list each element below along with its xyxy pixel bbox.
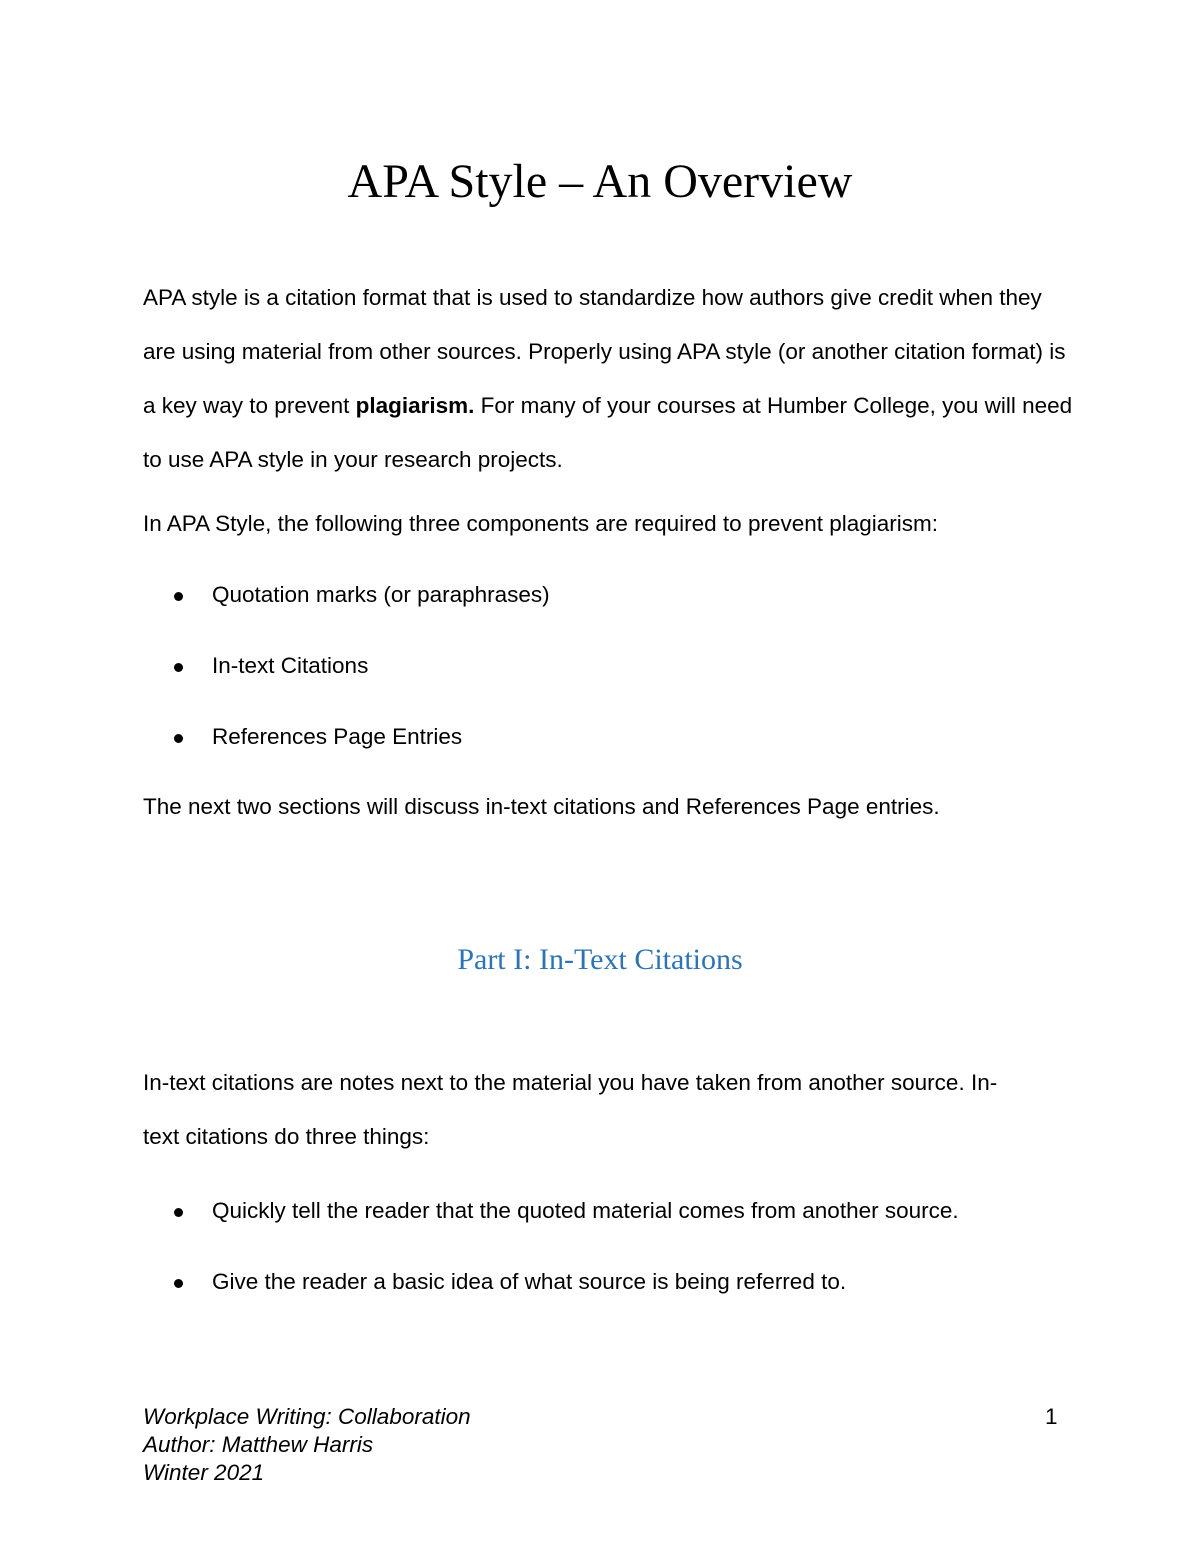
page-footer <box>143 1403 471 1487</box>
components-intro: In APA Style, the following three components are required to prevent plagiarism: <box>143 511 939 536</box>
list-item-text: Give the reader a basic idea of what source is being referred to. <box>212 1269 847 1294</box>
intro-paragraph <box>143 271 1073 487</box>
in-text-intro-line-2: text citations do three things: <box>143 1124 430 1149</box>
in-text-intro-line-1: In-text citations are notes next to the material you have taken from another source. In- <box>143 1070 998 1095</box>
bullet-icon <box>174 734 183 743</box>
next-sections-paragraph: The next two sections will discuss in-text citations and References Page entries. <box>143 794 940 819</box>
intro-bold-term: plagiarism. <box>355 393 475 418</box>
footer-course: Workplace Writing: Collaboration <box>143 1404 471 1429</box>
footer-term: Winter 2021 <box>143 1460 265 1485</box>
list-item-text: In-text Citations <box>212 653 369 678</box>
bullet-icon <box>174 663 183 672</box>
section-heading-part-1: Part I: In-Text Citations <box>457 943 743 976</box>
bullet-icon <box>174 1208 183 1217</box>
list-item-text: References Page Entries <box>212 724 463 749</box>
intro-text-part2: For many of your courses at Humber College, you will need to use APA style in your research projects. <box>143 393 1073 472</box>
page-number: 1 <box>1045 1404 1058 1429</box>
footer-author: Author: Matthew Harris <box>143 1432 374 1457</box>
intro-text-part1: APA style is a citation format that is used to standardize how authors give credit when they are using material from other sources. Properly using APA style (or another citation format) is a key way to prevent <box>143 285 1066 418</box>
document-title: APA Style – An Overview <box>347 155 853 208</box>
list-item-text: Quickly tell the reader that the quoted material comes from another source. <box>212 1198 959 1223</box>
bullet-icon <box>174 592 183 601</box>
list-item-text: Quotation marks (or paraphrases) <box>212 582 550 607</box>
bullet-icon <box>174 1279 183 1288</box>
